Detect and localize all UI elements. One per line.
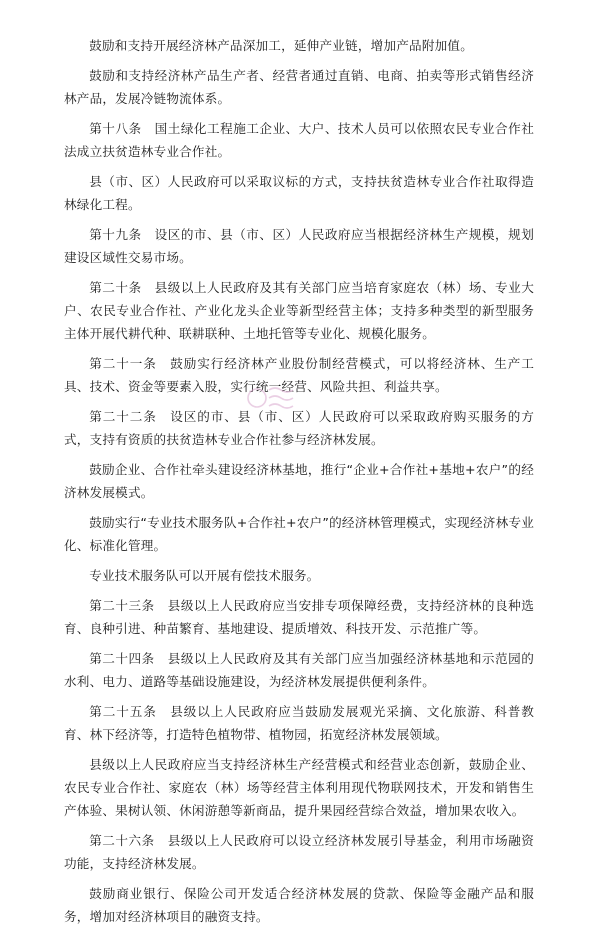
article-25-paragraph: 第二十五条 县级以上人民政府应当鼓励发展观光采摘、文化旅游、科普教育、林下经济等，打造特色植物带、植物园，拓宽经济林发展领域。 <box>64 704 534 742</box>
article-21-paragraph: 第二十一条 鼓励实行经济林产业股份制经营模式，可以将经济林、生产工具、技术、资金等要素入股，实行统一经营、风险共担、利益共享。 <box>64 356 534 394</box>
article-20-paragraph: 第二十条 县级以上人民政府及其有关部门应当培育家庭农（林）场、专业大户、农民专业合作社、产业化龙头企业等新型经营主体；支持多种类型的新型服务主体开展代耕代种、联耕联种、土地托管等专业化、规模化服务。 <box>64 280 534 341</box>
document-page <box>64 34 534 935</box>
article-22-paragraph: 第二十二条 设区的市、县（市、区）人民政府可以采取政府购买服务的方式，支持有资质的扶贫造林专业合作社参与经济林发展。 <box>64 409 534 447</box>
paragraph: 鼓励企业、合作社牵头建设经济林基地，推行“企业+合作社+基地+农户”的经济林发展模式。 <box>64 462 534 500</box>
paragraph: 县（市、区）人民政府可以采取议标的方式，支持扶贫造林专业合作社取得造林绿化工程。 <box>64 174 534 212</box>
paragraph: 鼓励商业银行、保险公司开发适合经济林发展的贷款、保险等金融产品和服务，增加对经济林项目的融资支持。 <box>64 886 534 924</box>
paragraph: 鼓励和支持经济林产品生产者、经营者通过直销、电商、拍卖等形式销售经济林产品，发展冷链物流体系。 <box>64 68 534 106</box>
paragraph: 鼓励和支持开展经济林产品深加工，延伸产业链，增加产品附加值。 <box>89 38 473 53</box>
paragraph: 专业技术服务队可以开展有偿技术服务。 <box>89 568 320 583</box>
article-26-paragraph: 第二十六条 县级以上人民政府可以设立经济林发展引导基金，利用市场融资功能，支持经济林发展。 <box>64 833 534 871</box>
paragraph: 县级以上人民政府应当支持经济林生产经营模式和经营业态创新，鼓励企业、农民专业合作社、家庭农（林）场等经营主体利用现代物联网技术，开发和销售生产体验、果树认领、休闲游憩等新商品，提升果园经营综合效益，增加果农收入。 <box>64 757 534 818</box>
paragraph: 鼓励实行“专业技术服务队+合作社+农户”的经济林管理模式，实现经济林专业化、标准化管理。 <box>64 515 534 553</box>
article-23-paragraph: 第二十三条 县级以上人民政府应当安排专项保障经费，支持经济林的良种选育、良种引进、种苗繁育、基地建设、提质增效、科技开发、示范推广等。 <box>64 598 534 636</box>
article-18-paragraph: 第十八条 国土绿化工程施工企业、大户、技术人员可以依照农民专业合作社法成立扶贫造林专业合作社。 <box>64 121 534 159</box>
article-24-paragraph: 第二十四条 县级以上人民政府及其有关部门应当加强经济林基地和示范园的水利、电力、道路等基础设施建设，为经济林发展提供便利条件。 <box>64 651 534 689</box>
article-19-paragraph: 第十九条 设区的市、县（市、区）人民政府应当根据经济林生产规模，规划建设区域性交易市场。 <box>64 227 534 265</box>
